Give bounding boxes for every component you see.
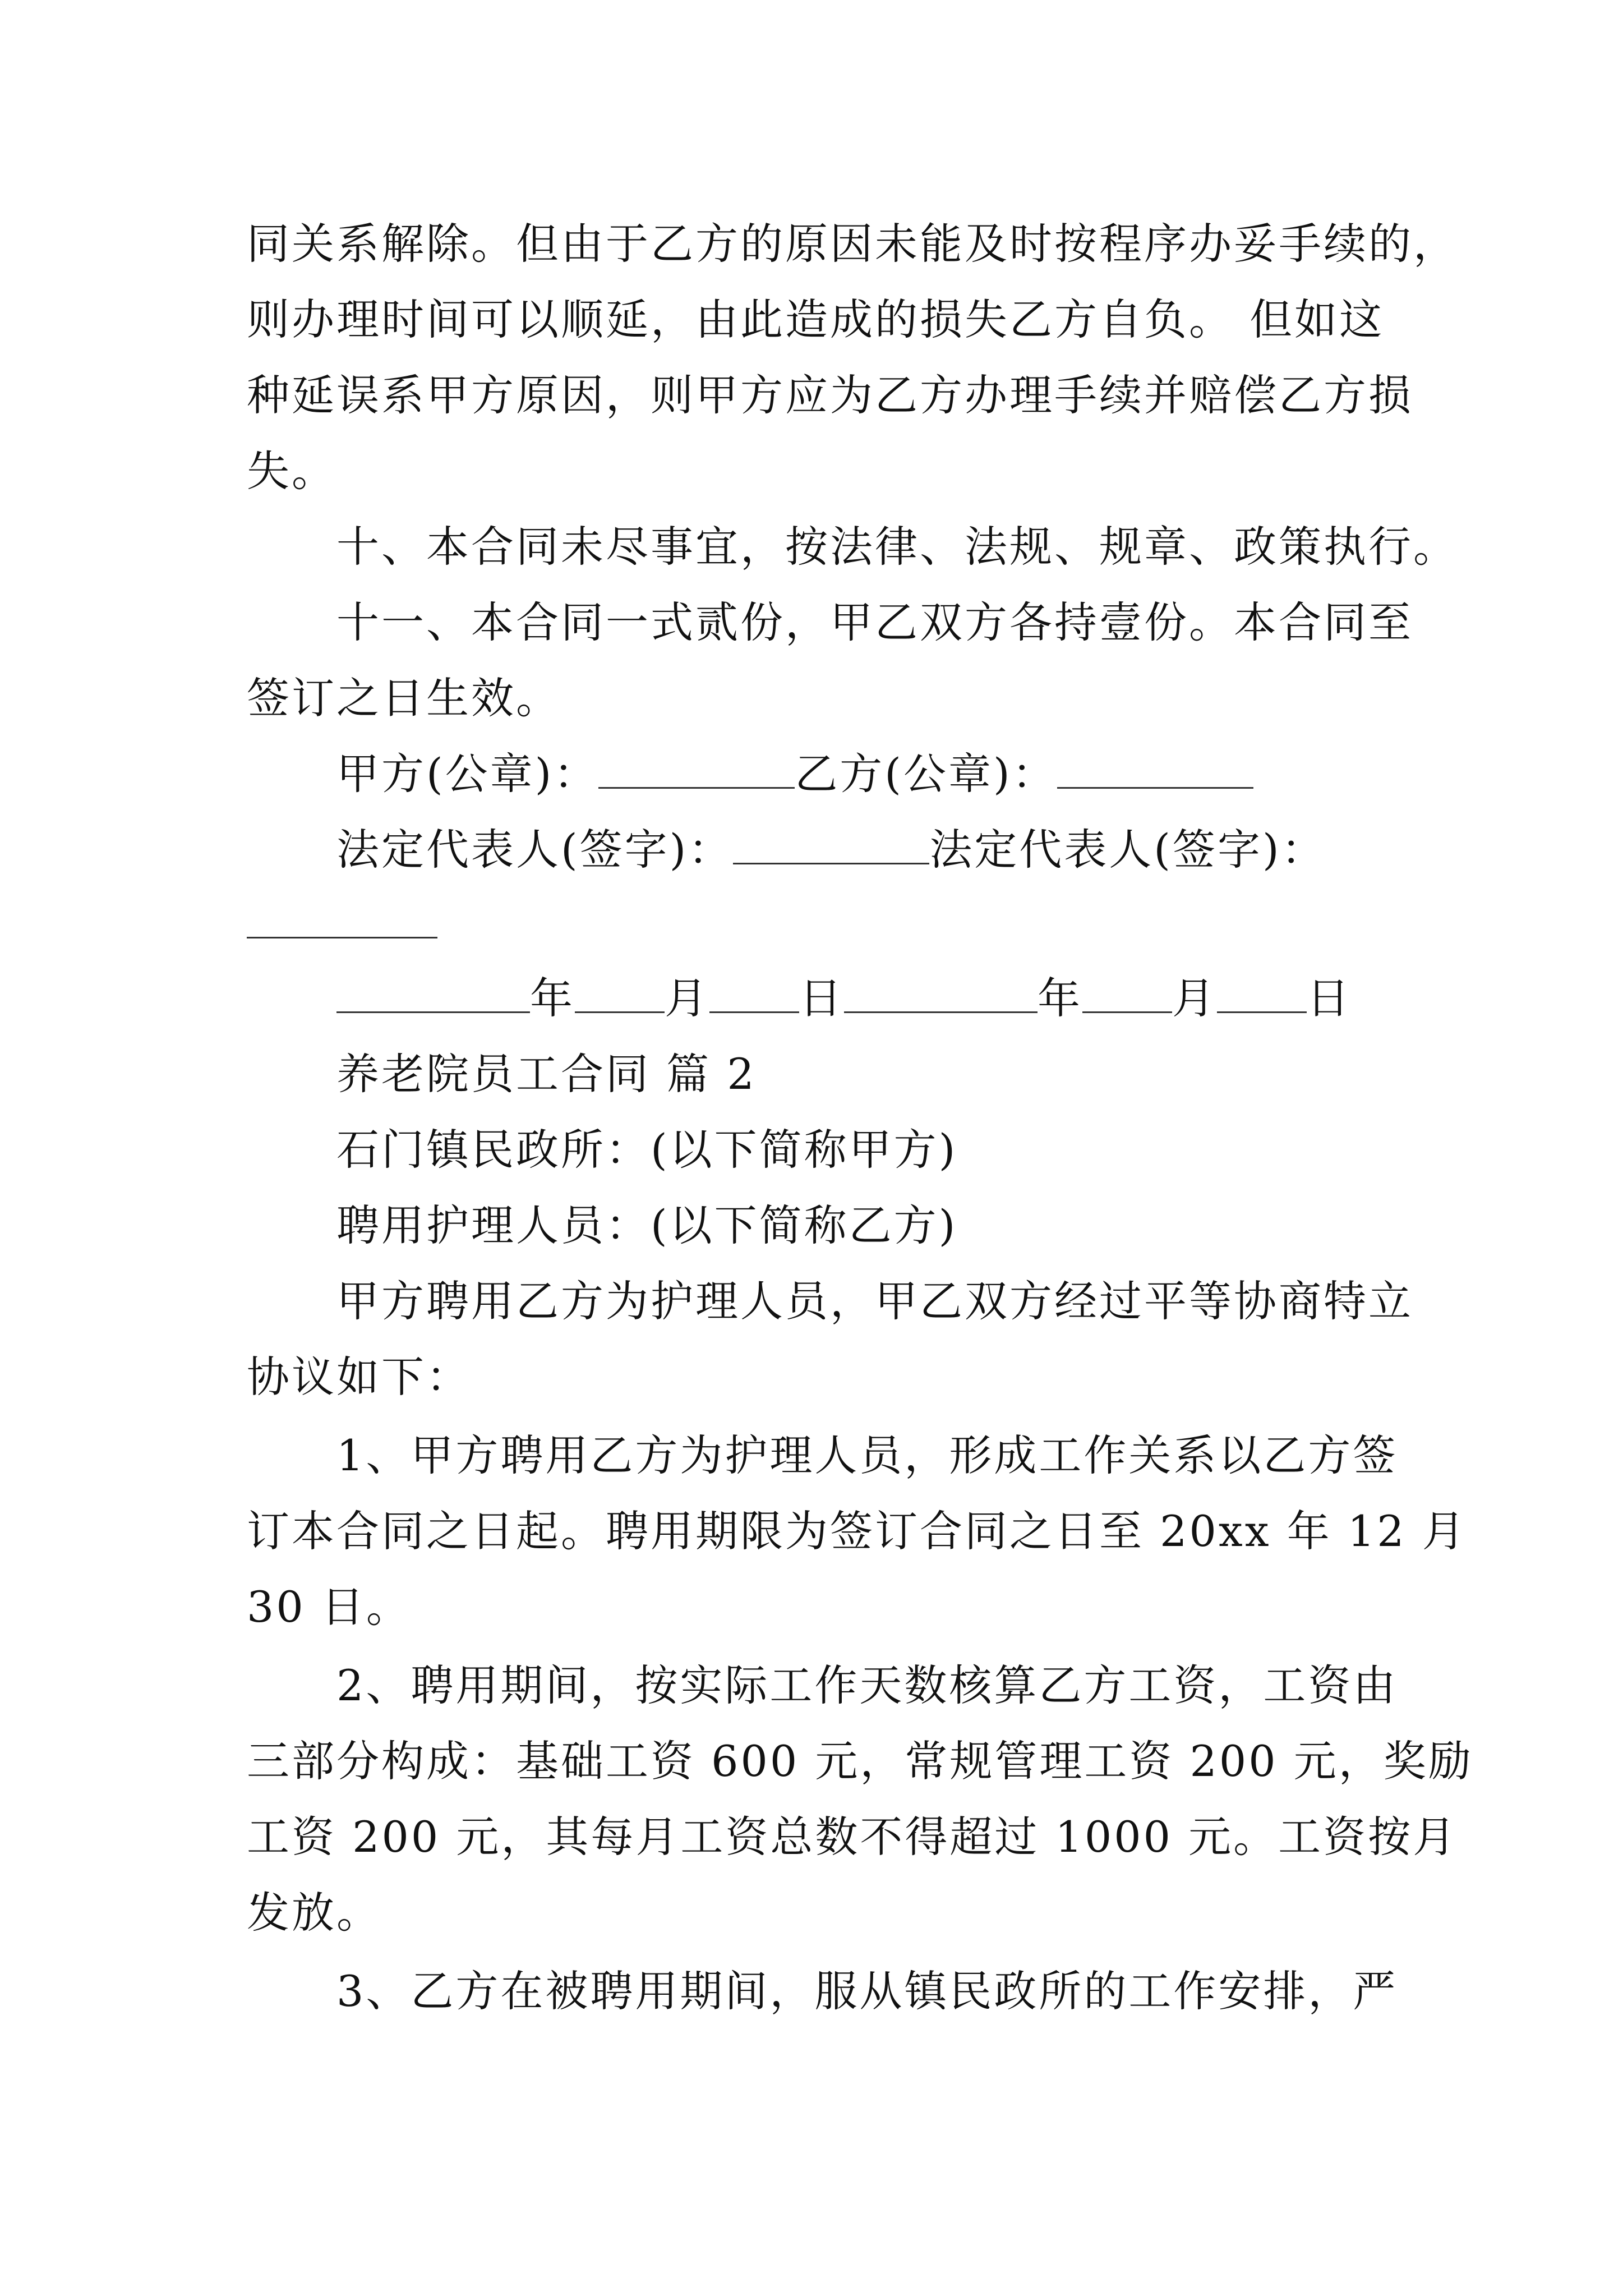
date-line	[336, 970, 1352, 1027]
item-2: 2、聘用期间，按实际工作天数核算乙方工资，工资由	[336, 1660, 1398, 1710]
day-a-blank	[709, 972, 799, 1013]
year-b-blank	[844, 972, 1038, 1013]
clause-10: 十、本合同未尽事宜，按法律、法规、规章、政策执行。	[336, 522, 1458, 572]
item-3: 3、乙方在被聘用期间，服从镇民政所的工作安排，严	[336, 1966, 1398, 2016]
item-2-cont: 三部分构成：基础工资 600 元，常规管理工资 200 元，奖励	[247, 1736, 1473, 1786]
month-a-blank	[575, 972, 665, 1013]
party-b-line: 聘用护理人员：(以下简称乙方)	[336, 1200, 958, 1250]
item-2-cont: 工资 200 元，其每月工资总数不得超过 1000 元。工资按月	[247, 1812, 1458, 1862]
party-a-seal-label: 甲方(公章)：	[336, 749, 599, 799]
month-a-label: 月	[665, 973, 709, 1023]
text-line: 则办理时间可以顺延，由此造成的损失乙方自负。 但如这	[247, 295, 1385, 344]
day-b-label: 日	[1307, 973, 1352, 1023]
clause-11: 十一、本合同一式贰份，甲乙双方各持壹份。本合同至	[336, 597, 1413, 647]
representative-line	[336, 822, 1326, 878]
party-b-seal-blank	[1057, 748, 1253, 789]
section-title: 养老院员工合同 篇 2	[336, 1049, 757, 1099]
intro-line: 甲方聘用乙方为护理人员，甲乙双方经过平等协商特立	[336, 1276, 1413, 1326]
rep-a-label: 法定代表人(签字)：	[336, 825, 734, 875]
month-b-blank	[1082, 972, 1172, 1013]
year-a-blank	[336, 972, 530, 1013]
text-line: 种延误系甲方原因，则甲方应为乙方办理手续并赔偿乙方损	[247, 370, 1413, 420]
item-1: 1、甲方聘用乙方为护理人员，形成工作关系以乙方签	[336, 1430, 1398, 1480]
party-b-seal-label: 乙方(公章)：	[795, 749, 1057, 799]
text-line: 同关系解除。但由于乙方的原因未能及时按程序办妥手续的，	[247, 219, 1458, 269]
seal-line	[336, 746, 1253, 802]
day-a-label: 日	[799, 973, 844, 1023]
rep-b-blank	[247, 937, 437, 938]
item-1-cont: 订本合同之日起。聘用期限为签订合同之日至 20xx 年 12 月	[247, 1506, 1467, 1556]
clause-11-cont: 签订之日生效。	[247, 673, 561, 723]
rep-b-label: 法定代表人(签字)：	[929, 825, 1326, 875]
item-2-cont: 发放。	[247, 1888, 381, 1938]
month-b-label: 月	[1172, 973, 1217, 1023]
text-line: 失。	[247, 446, 336, 496]
year-a-label: 年	[530, 973, 575, 1023]
rep-a-blank	[733, 823, 929, 864]
year-b-label: 年	[1038, 973, 1082, 1023]
intro-line-cont: 协议如下：	[247, 1352, 471, 1402]
party-a-line: 石门镇民政所：(以下简称甲方)	[336, 1125, 958, 1175]
party-a-seal-blank	[598, 748, 795, 789]
item-1-cont: 30 日。	[247, 1582, 411, 1632]
day-b-blank	[1217, 972, 1307, 1013]
